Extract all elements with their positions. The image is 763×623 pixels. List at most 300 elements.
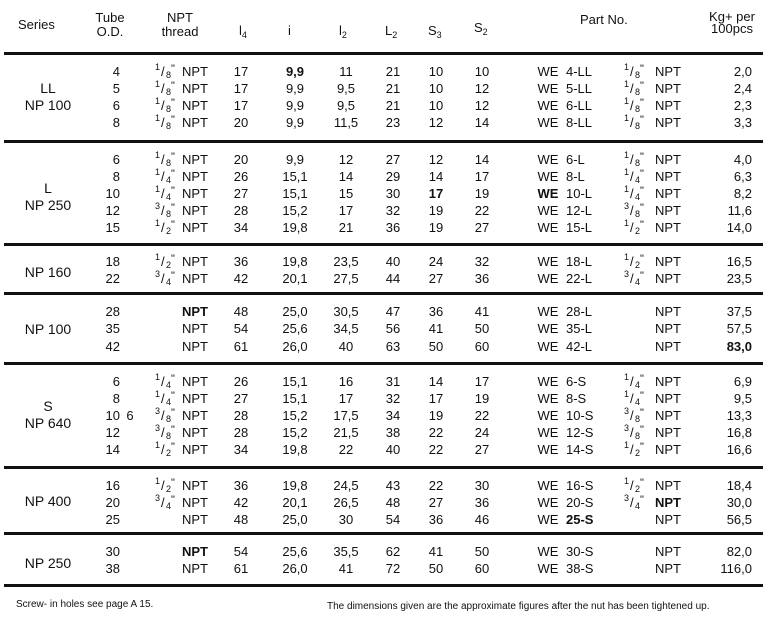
cell-l2: 17,5 bbox=[333, 408, 359, 423]
cell-i: 19,8 bbox=[282, 254, 308, 269]
cell-tube-od: 5 bbox=[112, 81, 120, 96]
fraction-slash: / bbox=[161, 374, 165, 389]
inch-mark: " bbox=[640, 424, 644, 436]
cell-l4: 61 bbox=[233, 561, 249, 576]
cell-weight: 3,3 bbox=[733, 115, 752, 130]
fraction-numerator: 1 bbox=[624, 184, 630, 194]
fraction-slash: / bbox=[161, 152, 165, 167]
cell-thread-type: NPT bbox=[182, 478, 208, 493]
fraction-numerator: 3 bbox=[624, 406, 630, 416]
cell-tube-od: 6 bbox=[112, 152, 120, 167]
table-row bbox=[0, 63, 763, 80]
cell-L2: 54 bbox=[385, 512, 401, 527]
table-row bbox=[0, 151, 763, 168]
fraction-numerator: 1 bbox=[155, 113, 161, 123]
fraction-slash: / bbox=[161, 220, 165, 235]
cell-l2: 26,5 bbox=[333, 495, 359, 510]
header-s3: $S_3$ bbox=[428, 23, 442, 40]
cell-i: 9,9 bbox=[285, 115, 305, 130]
fraction-slash: / bbox=[161, 169, 165, 184]
inch-mark: " bbox=[640, 390, 644, 402]
cell-part-number: 12-L bbox=[566, 203, 593, 218]
cell-tube-od: 8 bbox=[112, 115, 120, 130]
cell-l4: 48 bbox=[233, 512, 249, 527]
cell-part-prefix: WE bbox=[537, 254, 559, 269]
cell-i: 26,0 bbox=[282, 339, 308, 354]
fraction-denominator: 4 bbox=[166, 192, 172, 202]
cell-L2: 38 bbox=[385, 425, 401, 440]
cell-tube-od-extra: 6 bbox=[126, 408, 134, 423]
cell-i: 25,6 bbox=[282, 544, 308, 559]
cell-part-number: 5-LL bbox=[566, 81, 593, 96]
cell-weight: 2,4 bbox=[733, 81, 752, 96]
cell-part-thread-type: NPT bbox=[655, 425, 681, 440]
fraction-slash: / bbox=[630, 425, 634, 440]
fraction-slash: / bbox=[161, 408, 165, 423]
cell-part-thread-type: NPT bbox=[655, 115, 681, 130]
header-l2: $l_2$ bbox=[339, 23, 347, 40]
fraction-numerator: 1 bbox=[155, 62, 161, 72]
cell-weight: 11,6 bbox=[727, 203, 752, 218]
cell-tube-od: 12 bbox=[105, 425, 120, 440]
cell-l4: 28 bbox=[233, 203, 249, 218]
cell-s2: 27 bbox=[474, 442, 490, 457]
inch-mark: " bbox=[171, 114, 175, 126]
cell-part-thread-type: NPT bbox=[655, 152, 681, 167]
table-row bbox=[0, 97, 763, 114]
cell-tube-od: 28 bbox=[105, 304, 120, 319]
cell-l2: 35,5 bbox=[333, 544, 359, 559]
header-i: i bbox=[288, 23, 291, 38]
inch-mark: " bbox=[171, 97, 175, 109]
cell-thread-type: NPT bbox=[182, 169, 208, 184]
cell-weight: 23,5 bbox=[726, 271, 752, 286]
fraction-denominator: 8 bbox=[166, 414, 172, 424]
cell-weight: 56,5 bbox=[726, 512, 752, 527]
fraction-denominator: 4 bbox=[635, 380, 641, 390]
cell-i: 19,8 bbox=[282, 220, 308, 235]
cell-s2: 32 bbox=[474, 254, 490, 269]
fraction-numerator: 1 bbox=[624, 113, 630, 123]
cell-i: 25,0 bbox=[282, 512, 308, 527]
inch-mark: " bbox=[171, 373, 175, 385]
fraction-denominator: 8 bbox=[635, 414, 641, 424]
cell-l2: 23,5 bbox=[333, 254, 359, 269]
series-label-line: NP 100 bbox=[24, 321, 72, 337]
cell-part-prefix: WE bbox=[537, 220, 559, 235]
cell-s3: 50 bbox=[428, 561, 444, 576]
fraction-denominator: 2 bbox=[166, 226, 172, 236]
series-label-line: NP 160 bbox=[24, 264, 72, 280]
fraction-numerator: 3 bbox=[624, 269, 630, 279]
fraction-slash: / bbox=[630, 169, 634, 184]
cell-part-thread-type: NPT bbox=[655, 495, 681, 510]
cell-i: 9,9 bbox=[285, 81, 305, 96]
cell-s3: 10 bbox=[428, 64, 444, 79]
cell-s2: 41 bbox=[474, 304, 490, 319]
cell-L2: 30 bbox=[385, 186, 401, 201]
cell-part-prefix: WE bbox=[537, 98, 559, 113]
fraction-numerator: 3 bbox=[624, 493, 630, 503]
inch-mark: " bbox=[640, 477, 644, 489]
fraction-slash: / bbox=[630, 64, 634, 79]
cell-l2: 12 bbox=[338, 152, 354, 167]
cell-thread-type: NPT bbox=[182, 220, 208, 235]
cell-part-number: 6-LL bbox=[566, 98, 593, 113]
fraction-denominator: 8 bbox=[166, 158, 172, 168]
fraction-slash: / bbox=[161, 186, 165, 201]
cell-s3: 27 bbox=[428, 271, 444, 286]
fraction-denominator: 8 bbox=[166, 431, 172, 441]
table-row bbox=[0, 303, 763, 320]
cell-thread-size bbox=[155, 114, 175, 131]
cell-part-thread-type: NPT bbox=[655, 98, 681, 113]
fraction-slash: / bbox=[630, 115, 634, 130]
table-row bbox=[0, 202, 763, 219]
cell-part-number: 42-L bbox=[566, 339, 593, 354]
cell-tube-od: 4 bbox=[112, 64, 120, 79]
cell-tube-od: 8 bbox=[112, 391, 120, 406]
cell-thread-size bbox=[155, 494, 175, 511]
cell-i: 15,1 bbox=[282, 186, 308, 201]
cell-part-number: 35-L bbox=[566, 321, 593, 336]
cell-part-thread-size bbox=[624, 270, 644, 287]
cell-tube-od: 15 bbox=[105, 220, 120, 235]
cell-part-number: 38-S bbox=[566, 561, 594, 576]
cell-part-thread-type: NPT bbox=[655, 544, 681, 559]
header-l4: $l_4$ bbox=[239, 23, 247, 40]
cell-L2: 48 bbox=[385, 495, 401, 510]
series-label-line: S bbox=[43, 398, 53, 414]
cell-s3: 27 bbox=[428, 495, 444, 510]
series-label-line: NP 250 bbox=[24, 197, 72, 213]
cell-s3: 17 bbox=[428, 391, 444, 406]
inch-mark: " bbox=[640, 373, 644, 385]
cell-i: 9,9 bbox=[285, 64, 305, 79]
fraction-slash: / bbox=[161, 442, 165, 457]
group-divider bbox=[4, 466, 763, 469]
cell-l2: 30 bbox=[338, 512, 354, 527]
cell-part-thread-type: NPT bbox=[655, 478, 681, 493]
cell-part-prefix: WE bbox=[537, 321, 559, 336]
fraction-numerator: 1 bbox=[624, 440, 630, 450]
cell-s2: 19 bbox=[474, 186, 490, 201]
cell-part-prefix: WE bbox=[537, 478, 559, 493]
inch-mark: " bbox=[640, 494, 644, 506]
cell-L2: 21 bbox=[385, 64, 401, 79]
cell-part-number: 18-L bbox=[566, 254, 593, 269]
cell-part-prefix: WE bbox=[537, 115, 559, 130]
fraction-numerator: 1 bbox=[624, 252, 630, 262]
cell-thread-type: NPT bbox=[182, 152, 208, 167]
cell-tube-od: 8 bbox=[112, 169, 120, 184]
table-row bbox=[0, 373, 763, 390]
fraction-denominator: 8 bbox=[635, 209, 641, 219]
cell-part-prefix: WE bbox=[537, 186, 559, 201]
fraction-numerator: 3 bbox=[155, 201, 161, 211]
header-npt-thread-line1: NPT bbox=[167, 10, 193, 25]
cell-l2: 24,5 bbox=[333, 478, 359, 493]
fraction-slash: / bbox=[161, 254, 165, 269]
cell-weight: 2,0 bbox=[733, 64, 752, 79]
cell-part-prefix: WE bbox=[537, 512, 559, 527]
fraction-slash: / bbox=[630, 220, 634, 235]
cell-thread-type: NPT bbox=[182, 512, 208, 527]
fraction-denominator: 2 bbox=[635, 448, 641, 458]
footnote-dimensions: The dimensions given are the approximate figures after the nut has been tightened up. bbox=[327, 601, 710, 612]
cell-thread-size bbox=[155, 441, 175, 458]
cell-thread-size bbox=[155, 219, 175, 236]
cell-s2: 19 bbox=[474, 391, 490, 406]
fraction-denominator: 2 bbox=[166, 448, 172, 458]
cell-L2: 32 bbox=[385, 203, 401, 218]
cell-L2: 21 bbox=[385, 81, 401, 96]
cell-l2: 16 bbox=[338, 374, 354, 389]
cell-weight: 18,4 bbox=[726, 478, 752, 493]
cell-weight: 4,0 bbox=[733, 152, 752, 167]
cell-part-thread-type: NPT bbox=[655, 271, 681, 286]
cell-part-number: 6-L bbox=[566, 152, 585, 167]
fraction-numerator: 1 bbox=[155, 96, 161, 106]
fraction-denominator: 8 bbox=[166, 104, 172, 114]
fraction-numerator: 1 bbox=[624, 389, 630, 399]
inch-mark: " bbox=[171, 63, 175, 75]
fraction-numerator: 1 bbox=[155, 184, 161, 194]
group-divider bbox=[4, 243, 763, 246]
cell-part-prefix: WE bbox=[537, 374, 559, 389]
cell-l4: 34 bbox=[233, 442, 249, 457]
fraction-slash: / bbox=[161, 203, 165, 218]
fraction-slash: / bbox=[630, 186, 634, 201]
fraction-numerator: 1 bbox=[624, 150, 630, 160]
fraction-denominator: 8 bbox=[635, 121, 641, 131]
cell-l2: 15 bbox=[338, 186, 354, 201]
cell-s3: 36 bbox=[428, 512, 444, 527]
cell-i: 15,2 bbox=[282, 203, 308, 218]
group-divider bbox=[4, 362, 763, 365]
fraction-numerator: 3 bbox=[624, 201, 630, 211]
cell-part-thread-type: NPT bbox=[655, 203, 681, 218]
inch-mark: " bbox=[171, 185, 175, 197]
cell-l4: 36 bbox=[233, 478, 249, 493]
header-L2: $L_2$ bbox=[385, 23, 398, 40]
inch-mark: " bbox=[171, 494, 175, 506]
cell-l2: 9,5 bbox=[336, 98, 356, 113]
cell-part-prefix: WE bbox=[537, 544, 559, 559]
fraction-numerator: 1 bbox=[155, 167, 161, 177]
cell-i: 19,8 bbox=[282, 478, 308, 493]
fraction-numerator: 1 bbox=[155, 150, 161, 160]
cell-l2: 17 bbox=[338, 391, 354, 406]
cell-L2: 44 bbox=[385, 271, 401, 286]
fraction-slash: / bbox=[161, 98, 165, 113]
fraction-slash: / bbox=[630, 152, 634, 167]
fraction-slash: / bbox=[630, 442, 634, 457]
table-row bbox=[0, 114, 763, 131]
cell-s2: 17 bbox=[474, 169, 490, 184]
fraction-numerator: 3 bbox=[155, 269, 161, 279]
cell-s3: 12 bbox=[428, 115, 444, 130]
cell-l2: 11 bbox=[339, 64, 353, 79]
inch-mark: " bbox=[640, 80, 644, 92]
cell-part-prefix: WE bbox=[537, 425, 559, 440]
fraction-slash: / bbox=[630, 478, 634, 493]
cell-part-number: 20-S bbox=[566, 495, 594, 510]
series-label-line: NP 250 bbox=[24, 555, 72, 571]
fraction-slash: / bbox=[161, 425, 165, 440]
footnote-screw-holes: Screw- in holes see page A 15. bbox=[16, 599, 154, 610]
cell-s3: 36 bbox=[428, 304, 444, 319]
cell-part-number: 6-S bbox=[566, 374, 587, 389]
group-divider bbox=[4, 140, 763, 143]
cell-L2: 36 bbox=[385, 220, 401, 235]
fraction-denominator: 4 bbox=[635, 192, 641, 202]
fraction-denominator: 8 bbox=[635, 158, 641, 168]
cell-part-number: 10-L bbox=[566, 186, 593, 201]
cell-thread-type: NPT bbox=[182, 321, 208, 336]
fraction-numerator: 3 bbox=[624, 423, 630, 433]
cell-L2: 32 bbox=[385, 391, 401, 406]
cell-L2: 34 bbox=[385, 408, 401, 423]
header-tube-od bbox=[90, 11, 130, 39]
table-row bbox=[0, 560, 763, 577]
cell-L2: 47 bbox=[385, 304, 401, 319]
cell-s3: 19 bbox=[428, 203, 444, 218]
cell-thread-type: NPT bbox=[182, 339, 208, 354]
cell-L2: 21 bbox=[385, 98, 401, 113]
cell-l2: 30,5 bbox=[333, 304, 359, 319]
cell-l4: 17 bbox=[233, 81, 249, 96]
cell-s2: 22 bbox=[474, 408, 490, 423]
cell-L2: 62 bbox=[385, 544, 401, 559]
cell-thread-type: NPT bbox=[182, 271, 208, 286]
cell-tube-od: 14 bbox=[105, 442, 120, 457]
cell-part-prefix: WE bbox=[537, 442, 559, 457]
cell-weight: 82,0 bbox=[726, 544, 752, 559]
header-npt-thread bbox=[150, 11, 210, 39]
cell-part-thread-type: NPT bbox=[655, 321, 681, 336]
cell-part-thread-type: NPT bbox=[655, 169, 681, 184]
cell-part-prefix: WE bbox=[537, 81, 559, 96]
cell-part-prefix: WE bbox=[537, 495, 559, 510]
fraction-numerator: 3 bbox=[155, 493, 161, 503]
group-divider bbox=[4, 292, 763, 295]
table-row bbox=[0, 185, 763, 202]
fraction-numerator: 1 bbox=[624, 372, 630, 382]
cell-thread-type: NPT bbox=[182, 203, 208, 218]
fraction-slash: / bbox=[630, 391, 634, 406]
cell-s2: 27 bbox=[474, 220, 490, 235]
inch-mark: " bbox=[171, 270, 175, 282]
series-label-line: NP 400 bbox=[24, 493, 72, 509]
cell-tube-od: 25 bbox=[105, 512, 120, 527]
cell-part-number: 8-S bbox=[566, 391, 587, 406]
cell-i: 15,2 bbox=[282, 425, 308, 440]
cell-s3: 22 bbox=[428, 478, 444, 493]
inch-mark: " bbox=[640, 168, 644, 180]
cell-part-number: 4-LL bbox=[566, 64, 593, 79]
cell-tube-od: 12 bbox=[105, 203, 120, 218]
fraction-numerator: 1 bbox=[155, 252, 161, 262]
cell-s3: 14 bbox=[428, 374, 444, 389]
fraction-denominator: 8 bbox=[166, 87, 172, 97]
cell-weight: 13,3 bbox=[726, 408, 752, 423]
cell-part-prefix: WE bbox=[537, 339, 559, 354]
cell-part-thread-type: NPT bbox=[655, 374, 681, 389]
table-row bbox=[0, 390, 763, 407]
inch-mark: " bbox=[640, 151, 644, 163]
fraction-denominator: 2 bbox=[166, 260, 172, 270]
cell-weight: 16,6 bbox=[726, 442, 752, 457]
fraction-slash: / bbox=[161, 391, 165, 406]
cell-weight: 6,3 bbox=[733, 169, 752, 184]
cell-s2: 46 bbox=[474, 512, 490, 527]
fraction-denominator: 4 bbox=[166, 397, 172, 407]
cell-weight: 16,8 bbox=[726, 425, 752, 440]
inch-mark: " bbox=[171, 202, 175, 214]
cell-i: 9,9 bbox=[285, 152, 305, 167]
cell-s2: 50 bbox=[474, 321, 490, 336]
cell-l4: 28 bbox=[233, 408, 249, 423]
cell-weight: 6,9 bbox=[733, 374, 752, 389]
inch-mark: " bbox=[640, 270, 644, 282]
cell-weight: 37,5 bbox=[726, 304, 752, 319]
cell-l2: 40 bbox=[338, 339, 354, 354]
group-divider bbox=[4, 584, 763, 587]
cell-l2: 21,5 bbox=[333, 425, 359, 440]
cell-s2: 12 bbox=[474, 98, 490, 113]
header-s2: $S_2$ bbox=[474, 20, 488, 37]
cell-s3: 17 bbox=[428, 186, 444, 201]
cell-s2: 36 bbox=[474, 495, 490, 510]
cell-i: 19,8 bbox=[282, 442, 308, 457]
fraction-denominator: 8 bbox=[635, 70, 641, 80]
cell-thread-type: NPT bbox=[182, 425, 208, 440]
table-row bbox=[0, 253, 763, 270]
inch-mark: " bbox=[640, 253, 644, 265]
cell-part-prefix: WE bbox=[537, 408, 559, 423]
cell-L2: 40 bbox=[385, 254, 401, 269]
cell-s2: 24 bbox=[474, 425, 490, 440]
cell-thread-type: NPT bbox=[182, 186, 208, 201]
cell-l4: 20 bbox=[233, 152, 249, 167]
inch-mark: " bbox=[640, 185, 644, 197]
fraction-slash: / bbox=[630, 98, 634, 113]
cell-part-prefix: WE bbox=[537, 391, 559, 406]
cell-l4: 26 bbox=[233, 169, 249, 184]
fraction-denominator: 4 bbox=[635, 397, 641, 407]
header-series: Series bbox=[18, 17, 55, 32]
cell-part-thread-size bbox=[624, 114, 644, 131]
cell-l4: 42 bbox=[233, 271, 249, 286]
cell-part-thread-type: NPT bbox=[655, 442, 681, 457]
fraction-slash: / bbox=[161, 115, 165, 130]
cell-s3: 10 bbox=[428, 81, 444, 96]
cell-thread-type: NPT bbox=[182, 98, 208, 113]
cell-s2: 60 bbox=[474, 339, 490, 354]
table-row bbox=[0, 424, 763, 441]
cell-L2: 63 bbox=[385, 339, 401, 354]
cell-l2: 21 bbox=[338, 220, 354, 235]
table-row bbox=[0, 543, 763, 560]
fraction-slash: / bbox=[630, 203, 634, 218]
fraction-denominator: 2 bbox=[635, 226, 641, 236]
inch-mark: " bbox=[171, 253, 175, 265]
cell-part-thread-size bbox=[624, 219, 644, 236]
cell-l4: 28 bbox=[233, 425, 249, 440]
fraction-slash: / bbox=[630, 254, 634, 269]
fraction-denominator: 2 bbox=[635, 484, 641, 494]
